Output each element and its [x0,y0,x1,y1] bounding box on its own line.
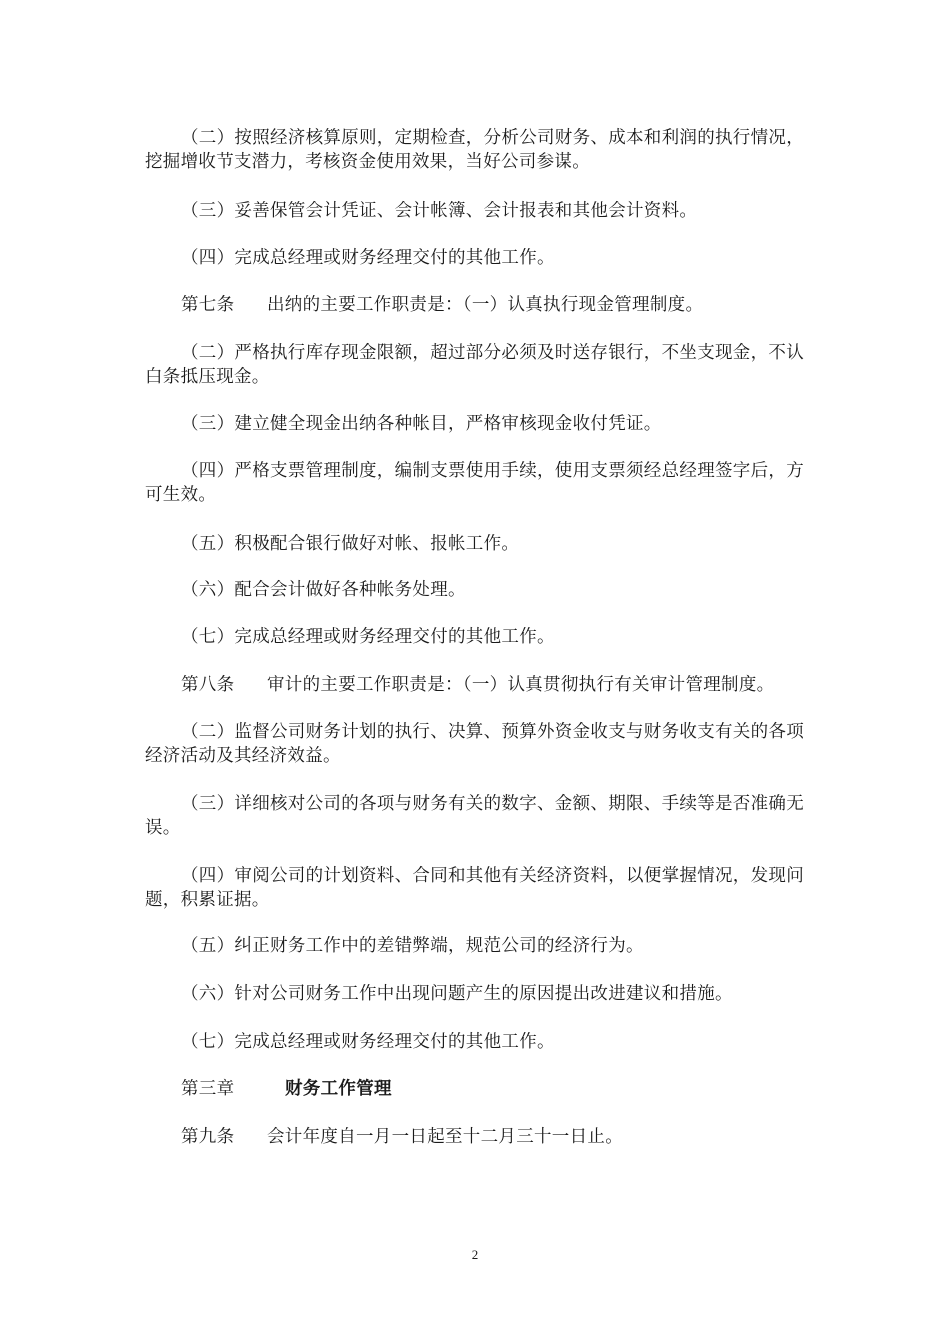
article-text: 会计年度自一月一日起至十二月三十一日止。 [267,1127,623,1147]
paragraph: （六）配合会计做好各种帐务处理。 [181,580,466,600]
paragraph: （三）详细核对公司的各项与财务有关的数字、金额、期限、手续等是否准确无误。 [145,794,804,838]
paragraph: （二）监督公司财务计划的执行、决算、预算外资金收支与财务收支有关的各项经济活动及其经济效益。 [145,722,804,766]
paragraph: （五）积极配合银行做好对帐、报帐工作。 [181,534,520,554]
chapter-heading [145,1077,810,1101]
paragraph: （五）纠正财务工作中的差错弊端，规范公司的经济行为。 [181,936,644,956]
paragraph: （二）按照经济核算原则，定期检查，分析公司财务、成本和利润的执行情况，挖掘增收节支潜力，考核资金使用效果，当好公司参谋。 [145,128,804,172]
paragraph: （二）严格执行库存现金限额，超过部分必须及时送存银行，不坐支现金，不认白条抵压现金。 [145,343,804,387]
article-number: 第九条 [181,1127,235,1147]
article-text: 审计的主要工作职责是：（一）认真贯彻执行有关审计管理制度。 [267,675,775,695]
paragraph: （七）完成总经理或财务经理交付的其他工作。 [181,627,555,647]
article-text: 出纳的主要工作职责是：（一）认真执行现金管理制度。 [267,295,704,315]
paragraph: （七）完成总经理或财务经理交付的其他工作。 [181,1032,555,1052]
paragraph: （四）审阅公司的计划资料、合同和其他有关经济资料，以便掌握情况，发现问题，积累证据。 [145,866,804,910]
paragraph: （三）妥善保管会计凭证、会计帐簿、会计报表和其他会计资料。 [181,201,698,221]
paragraph: （四）完成总经理或财务经理交付的其他工作。 [181,248,555,268]
article-9 [145,1125,810,1149]
paragraph: （三）建立健全现金出纳各种帐目，严格审核现金收付凭证。 [181,414,662,434]
paragraph: （四）严格支票管理制度，编制支票使用手续，使用支票须经总经理签字后，方可生效。 [145,461,804,505]
article-8 [145,673,810,697]
chapter-title: 财务工作管理 [285,1079,392,1099]
paragraph: （六）针对公司财务工作中出现问题产生的原因提出改进建议和措施。 [181,984,733,1004]
chapter-number: 第三章 [181,1079,235,1099]
article-number: 第八条 [181,675,235,695]
article-7 [145,293,810,317]
page-number: 2 [471,1247,479,1262]
article-number: 第七条 [181,295,235,315]
